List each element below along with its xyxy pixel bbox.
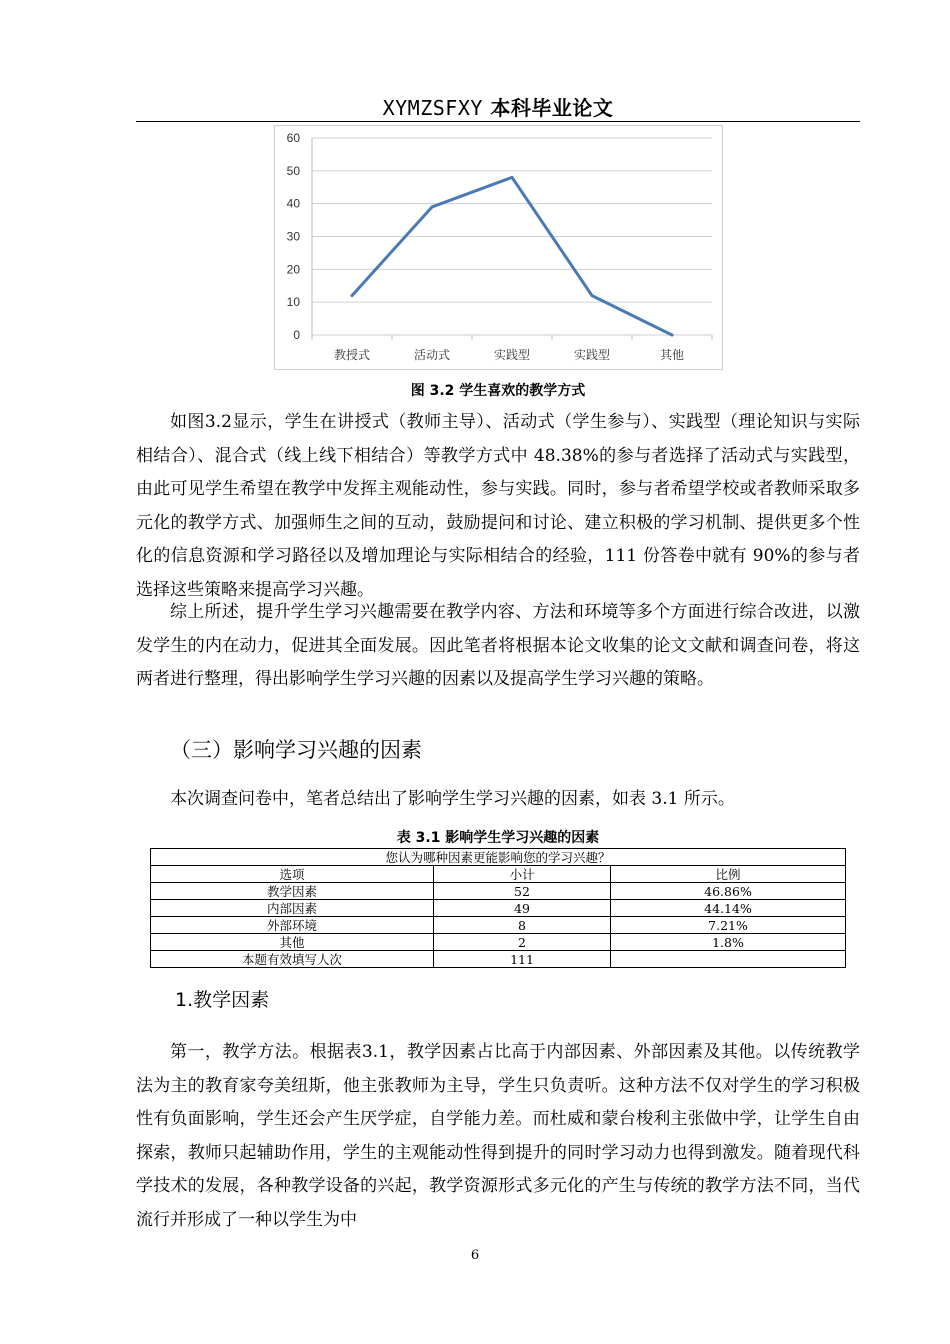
y-tick-label: 50 bbox=[286, 163, 300, 178]
y-tick-label: 10 bbox=[286, 295, 300, 310]
data-point bbox=[511, 176, 514, 179]
table-cell: 49 bbox=[434, 900, 611, 917]
series-line bbox=[352, 177, 672, 335]
table-row bbox=[151, 883, 846, 900]
data-point bbox=[431, 205, 434, 208]
table-cell: 46.86% bbox=[611, 883, 846, 900]
table-cell: 111 bbox=[434, 951, 611, 968]
header-latin: XYMZSFXY bbox=[382, 96, 483, 120]
table-row bbox=[151, 934, 846, 951]
table-header-row bbox=[151, 866, 846, 883]
paragraph-3: 本次调查问卷中，笔者总结出了影响学生学习兴趣的因素，如表 3.1 所示。 bbox=[170, 789, 735, 809]
table-cell: 其他 bbox=[151, 934, 434, 951]
x-tick-label: 实践型 bbox=[493, 348, 531, 362]
figure-caption: 图 3.2 学生喜欢的教学方式 bbox=[410, 383, 586, 399]
table-cell: 本题有效填写人次 bbox=[151, 951, 434, 968]
y-tick-label: 60 bbox=[286, 131, 300, 145]
table-cell: 教学因素 bbox=[151, 883, 434, 900]
table-cell: 7.21% bbox=[611, 917, 846, 934]
header-cell-count: 小计 bbox=[434, 866, 611, 883]
paragraph-1: 如图3.2显示，学生在讲授式（教师主导）、活动式（学生参与）、实践型（理论知识与实际相结合）、混合式（线上线下相结合）等教学方式中 48.38%的参与者选择了活动式与实践型，由此可见学生希望在教学中发挥主观能动性，参与实践。同时，参与者希望学校或者教师采取多元化的教学方式、加强师生之间的互动，鼓励提问和讨论、建立积极的学习机制、提供更多个性化的信息资源和学习路径以及增加理论与实际相结合的经验，111 份答卷中就有 90%的参与者选择这些策略来提高学习兴趣。 bbox=[136, 412, 860, 600]
table-cell: 内部因素 bbox=[151, 900, 434, 917]
table-cell: 2 bbox=[434, 934, 611, 951]
table-question: 您认为哪种因素更能影响您的学习兴趣？ bbox=[151, 849, 846, 866]
data-point bbox=[671, 334, 674, 337]
header-cell-ratio: 比例 bbox=[611, 866, 846, 883]
paragraph-4: 第一，教学方法。根据表3.1，教学因素占比高于内部因素、外部因素及其他。以传统教学法为主的教育家夸美纽斯，他主张教师为主导，学生只负责听。这种方法不仅对学生的学习积极性有负面影响，学生还会产生厌学症，自学能力差。而杜威和蒙台梭利主张做中学，让学生自由探索，教师只起辅助作用，学生的主观能动性得到提升的同时学习动力也得到激发。随着现代科学技术的发展，各种教学设备的兴起，教学资源形式多元化的产生与传统的教学方法不同，当代流行并形成了一种以学生为中 bbox=[136, 1042, 860, 1230]
x-tick-label: 其他 bbox=[659, 348, 685, 362]
table-row bbox=[151, 900, 846, 917]
page-number: 6 bbox=[470, 1248, 480, 1263]
y-tick-label: 40 bbox=[286, 196, 300, 211]
y-tick-label: 0 bbox=[293, 328, 300, 342]
table-row bbox=[151, 951, 846, 968]
survey-table bbox=[150, 848, 846, 968]
chart-svg bbox=[275, 126, 722, 369]
table-cell: 44.14% bbox=[611, 900, 846, 917]
table-cell: 52 bbox=[434, 883, 611, 900]
data-point bbox=[351, 294, 354, 297]
y-tick-label: 20 bbox=[286, 262, 300, 277]
table-question-row bbox=[151, 849, 846, 866]
table-cell bbox=[611, 951, 846, 968]
header-title: 本科毕业论文 bbox=[482, 96, 614, 120]
header-rule bbox=[136, 121, 860, 122]
table-caption: 表 3.1 影响学生学习兴趣的因素 bbox=[396, 830, 600, 846]
x-tick-label: 实践型 bbox=[573, 348, 611, 362]
subsection-heading: 1.教学因素 bbox=[175, 989, 270, 1011]
page-header bbox=[136, 92, 860, 121]
x-tick-label: 教授式 bbox=[333, 348, 371, 362]
table-cell: 8 bbox=[434, 917, 611, 934]
data-point bbox=[591, 294, 594, 297]
y-tick-label: 30 bbox=[286, 229, 300, 244]
paragraph-2: 综上所述，提升学生学习兴趣需要在教学内容、方法和环境等多个方面进行综合改进，以激发学生的内在动力，促进其全面发展。因此笔者将根据本论文收集的论文文献和调查问卷，将这两者进行整理，得出影响学生学习兴趣的因素以及提高学生学习兴趣的策略。 bbox=[136, 602, 860, 689]
section-heading: （三）影响学习兴趣的因素 bbox=[170, 738, 422, 762]
table-cell: 1.8% bbox=[611, 934, 846, 951]
header-cell-option: 选项 bbox=[151, 866, 434, 883]
line-chart bbox=[274, 125, 723, 370]
x-tick-label: 活动式 bbox=[413, 348, 451, 362]
table-row bbox=[151, 917, 846, 934]
table-cell: 外部环境 bbox=[151, 917, 434, 934]
